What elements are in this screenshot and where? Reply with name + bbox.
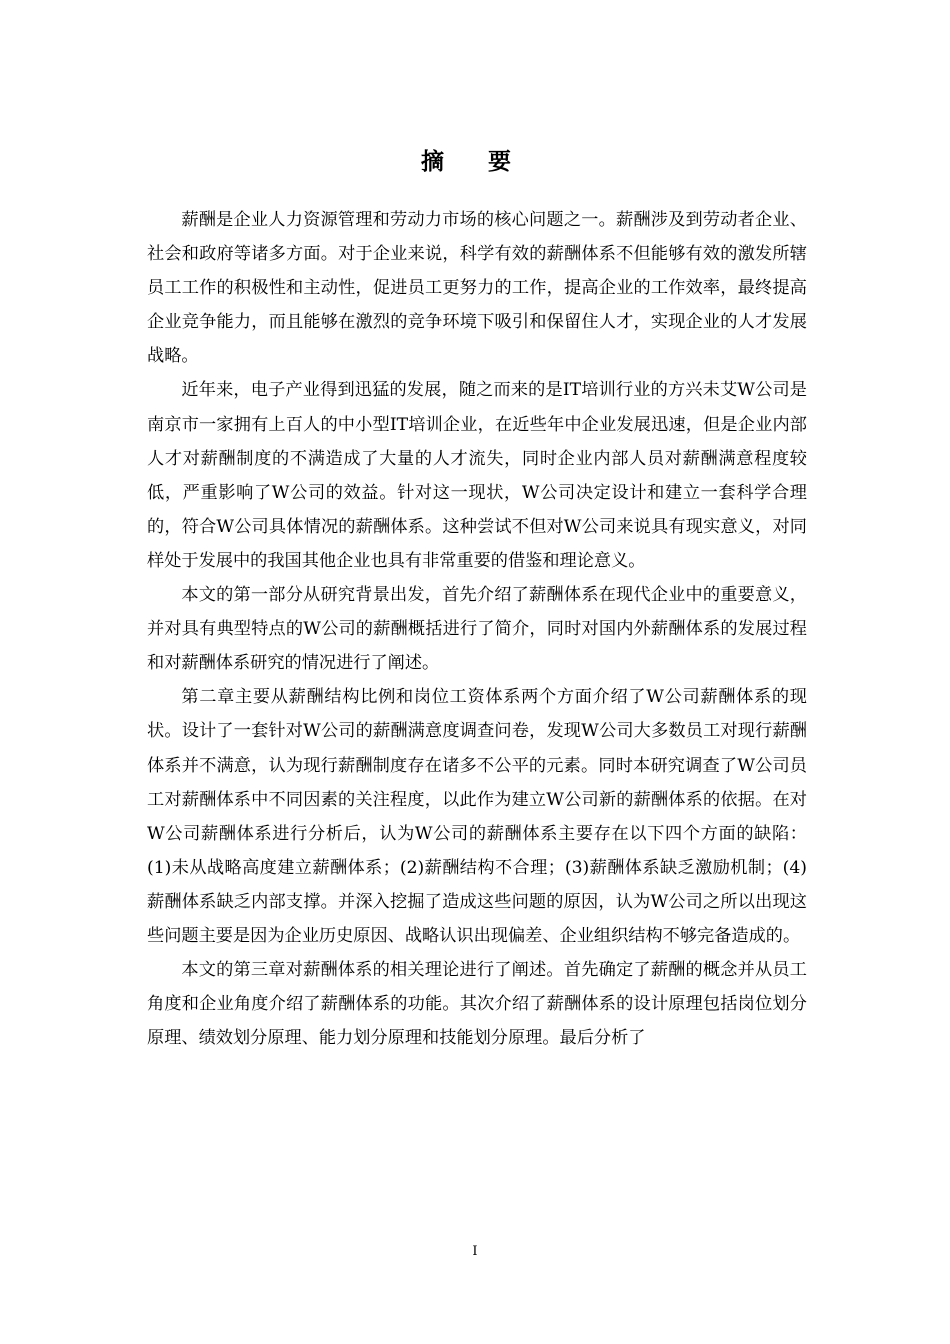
page-title: 摘 要 (420, 149, 529, 175)
page-number: I (472, 1244, 478, 1259)
paragraph-4: 第二章主要从薪酬结构比例和岗位工资体系两个方面介绍了W公司薪酬体系的现状。设计了一套针对W公司的薪酬满意度调查问卷，发现W公司大多数员工对现行薪酬体系并不满意，认为现行薪酬制度存在诸多不公平的元素。同时本研究调查了W公司员工对薪酬体系中不同因素的关注程度，以此作为建立W公司新的薪酬体系的依据。在对W公司薪酬体系进行分析后，认为W公司的薪酬体系主要存在以下四个方面的缺陷：(1)未从战略高度建立薪酬体系；(2)薪酬结构不合理；(3)薪酬体系缺乏激励机制；(4)薪酬体系缺乏内部支撑。并深入挖掘了造成这些问题的原因，认为W公司之所以出现这些问题主要是因为企业历史原因、战略认识出现偏差、企业组织结构不够完备造成的。 (147, 687, 807, 946)
paragraph-1: 薪酬是企业人力资源管理和劳动力市场的核心问题之一。薪酬涉及到劳动者企业、社会和政府等诸多方面。对于企业来说，科学有效的薪酬体系不但能够有效的激发所辖员工工作的积极性和主动性，促进员工更努力的工作，提高企业的工作效率，最终提高企业竞争能力，而且能够在激烈的竞争环境下吸引和保留住人才，实现企业的人才发展战略。 (147, 210, 807, 367)
paragraph-5: 本文的第三章对薪酬体系的相关理论进行了阐述。首先确定了薪酬的概念并从员工角度和企业角度介绍了薪酬体系的功能。其次介绍了薪酬体系的设计原理包括岗位划分原理、绩效划分原理、能力划分原理和技能划分原理。最后分析了 (147, 960, 807, 1049)
abstract-body (147, 203, 807, 1055)
paragraph-3: 本文的第一部分从研究背景出发，首先介绍了薪酬体系在现代企业中的重要意义，并对具有典型特点的W公司的薪酬概括进行了简介，同时对国内外薪酬体系的发展过程和对薪酬体系研究的情况进行了阐述。 (147, 585, 807, 674)
paragraph-2: 近年来，电子产业得到迅猛的发展，随之而来的是IT培训行业的方兴未艾W公司是南京市一家拥有上百人的中小型IT培训企业，在近些年中企业发展迅速，但是企业内部人才对薪酬制度的不满造成了大量的人才流失，同时企业内部人员对薪酬满意程度较低，严重影响了W公司的效益。针对这一现状，W公司决定设计和建立一套科学合理的，符合W公司具体情况的薪酬体系。这种尝试不但对W公司来说具有现实意义，对同样处于发展中的我国其他企业也具有非常重要的借鉴和理论意义。 (147, 380, 807, 571)
